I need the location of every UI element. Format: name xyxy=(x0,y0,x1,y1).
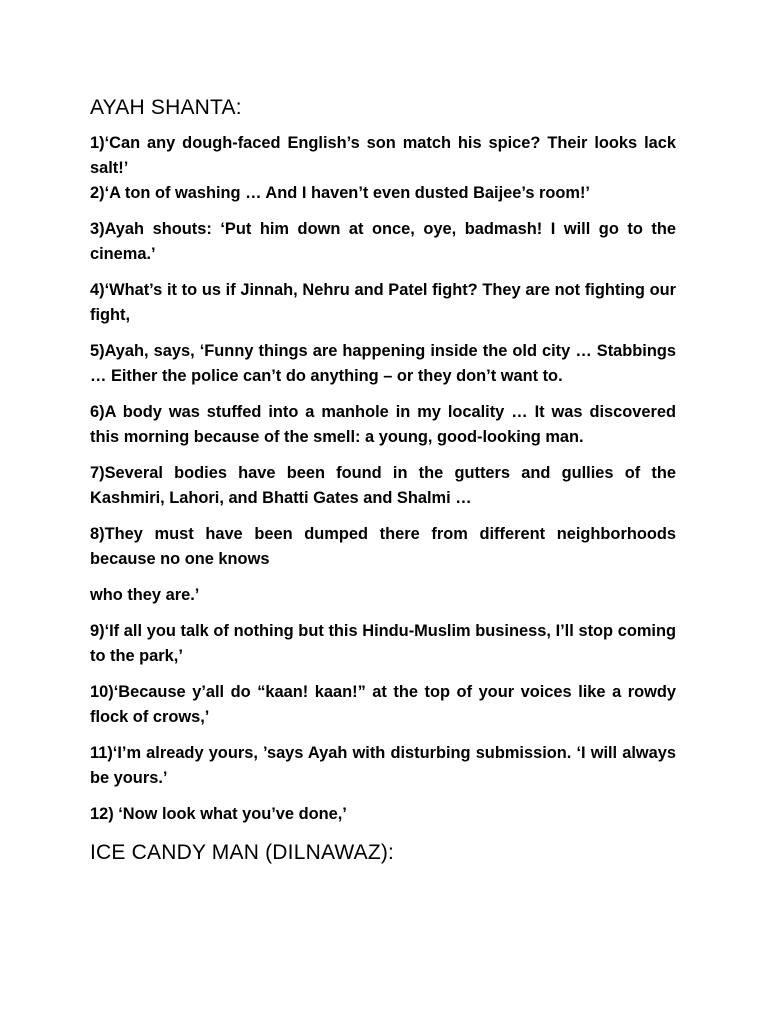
quote-8-continued: who they are.’ xyxy=(90,586,200,604)
quote-2: 2)‘A ton of washing … And I haven’t even dusted Baijee’s room!’ xyxy=(90,184,590,202)
quote-9: 9)‘If all you talk of nothing but this Hindu-Muslim business, I’ll stop coming to the park,’ xyxy=(90,622,676,665)
section-heading-ice-candy-man: ICE CANDY MAN (DILNAWAZ): xyxy=(90,841,395,864)
quote-8: 8)They must have been dumped there from different neighborhoods because no one knows xyxy=(90,525,676,568)
section-heading-ayah-shanta: AYAH SHANTA: xyxy=(90,96,242,119)
quote-4: 4)‘What’s it to us if Jinnah, Nehru and Patel fight? They are not fighting our fight, xyxy=(90,281,676,324)
quote-3: 3)Ayah shouts: ‘Put him down at once, oye, badmash! I will go to the cinema.’ xyxy=(90,220,676,263)
document-page xyxy=(90,93,676,868)
quote-10: 10)‘Because y’all do “kaan! kaan!” at the top of your voices like a rowdy flock of crows,’ xyxy=(90,683,676,726)
quote-1: 1)‘Can any dough-faced English’s son match his spice? Their looks lack salt!’ xyxy=(90,134,676,177)
quote-12: 12) ‘Now look what you’ve done,’ xyxy=(90,805,347,823)
quote-5: 5)Ayah, says, ‘Funny things are happening inside the old city … Stabbings … Either the police can’t do anything – or they don’t want to. xyxy=(90,342,676,385)
quote-11: 11)‘I’m already yours, ’says Ayah with disturbing submission. ‘I will always be yours.’ xyxy=(90,744,676,787)
quote-6: 6)A body was stuffed into a manhole in my locality … It was discovered this morning because of the smell: a young, good-looking man. xyxy=(90,403,676,446)
quote-7: 7)Several bodies have been found in the gutters and gullies of the Kashmiri, Lahori, and Bhatti Gates and Shalmi … xyxy=(90,464,676,507)
